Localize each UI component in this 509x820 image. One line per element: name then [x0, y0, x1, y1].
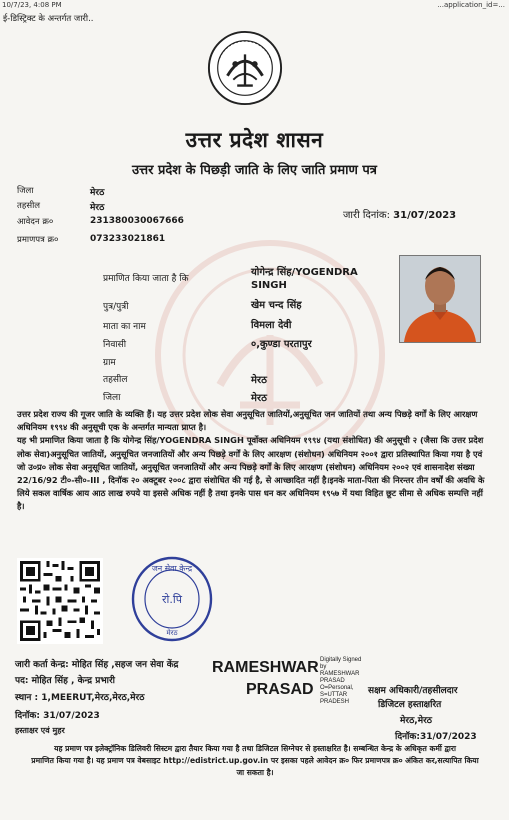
detail-district-value: मेरठ	[251, 393, 267, 404]
stamp-top-text: जन सेवा केन्द्र	[151, 564, 193, 573]
verification-note-line-1: यह प्रमाण पत्र इलेक्ट्रॉनिक डिलिवरी सिस्टम द्वारा तैयार किया गया है तथा डिजिटल सिग्नेचर से हस्ताक्षरित है। सम्बन्धित केन्द्र के अधिकृत कर्मी द्वारा	[54, 744, 456, 753]
district-value: मेरठ	[90, 188, 105, 198]
issuer-center-line: जारी कर्ता केन्द्र: मोहित सिंह ,सहज जन सेवा केंद्र	[15, 660, 179, 670]
issue-date	[343, 207, 456, 221]
certificate-body	[17, 408, 491, 514]
applicant-name-cont: SINGH	[251, 280, 287, 291]
certified-label: प्रमाणित किया जाता है कि	[103, 274, 189, 284]
certificate-number-value: 073233021861	[90, 234, 166, 244]
digital-sign-meta: Digitally Signed by RAMESHWAR PRASAD O=Personal, S=UTTAR PRADESH	[320, 657, 362, 705]
son-of-label: पुत्र/पुत्री	[103, 302, 129, 312]
application-number-label: आवेदन क्र०	[17, 217, 54, 227]
officer-date: दिनॉक:31/07/2023	[395, 732, 477, 742]
officer-title: सक्षम अधिकारी/तहसीलदार	[368, 686, 458, 696]
body-paragraph-caste: उत्तर प्रदेश राज्य की गूजर जाति के व्यक्ति हैं। यह उत्तर प्रदेश लोक सेवा अनुसूचित जातियों,अनुसूचित जन जातियों तथा अन्य पिछड़े वर्गों के लिए आरक्षण अधिनियम १९९४ की अनुसूची एक के अन्तर्गत मान्यता प्राप्त है।	[17, 409, 478, 433]
issuer-post-line: पद: मोहित सिंह , केन्द्र प्रभारी	[15, 676, 115, 686]
issued-under-note: ई-डिस्ट्रिक्ट के अन्तर्गत जारी..	[3, 14, 94, 24]
verification-note-line-3: जा सकता है।	[236, 768, 274, 777]
seal-stamp-icon	[130, 555, 214, 643]
tehsil-label: तहसील	[17, 201, 41, 211]
issuer-place-line: स्थान : 1,MEERUT,मेरठ,मेरठ,मेरठ	[15, 693, 145, 703]
timestamp-fragment: 10/7/23, 4:08 PM	[2, 1, 62, 9]
father-name: खेम चन्द सिंह	[251, 300, 302, 311]
state-emblem-icon	[206, 29, 284, 107]
district-label: जिला	[17, 186, 34, 196]
issue-date-value: 31/07/2023	[393, 210, 457, 221]
applicant-photo	[399, 255, 481, 343]
stamp-center-text: रो.पि	[162, 593, 182, 606]
verification-note	[14, 743, 496, 779]
certificate-number-label: प्रमाणपत्र क्र०	[17, 235, 59, 245]
tehsil-value: मेरठ	[90, 203, 105, 213]
mother-label: माता का नाम	[103, 322, 146, 332]
signature-seal-label: हस्ताक्षर एवं मुहर	[15, 726, 65, 735]
digital-signer-name-1: RAMESHWAR	[212, 659, 319, 676]
resident-value: ०,कुण्डा परतापुर	[251, 339, 312, 350]
mother-name: विमला देवी	[251, 320, 292, 331]
issuer-date-line: दिनॉक: 31/07/2023	[15, 711, 100, 721]
resident-label: निवासी	[103, 340, 127, 350]
officer-place: मेरठ,मेरठ	[400, 716, 433, 726]
village-label: ग्राम	[103, 358, 116, 368]
page-subtitle: उत्तर प्रदेश के पिछड़ी जाति के लिए जाति प्रमाण पत्र	[132, 163, 377, 178]
detail-district-label: जिला	[103, 393, 121, 403]
url-fragment: ...application_id=...	[437, 1, 505, 9]
officer-signature-status: डिजिटल हस्ताक्षरित	[378, 700, 442, 710]
applicant-name: योगेन्द्र सिंह/YOGENDRA	[251, 267, 358, 278]
detail-tehsil-label: तहसील	[103, 375, 128, 385]
application-number-value: 231380030067666	[90, 216, 184, 226]
stamp-bottom-text: मेरठ	[166, 629, 178, 637]
page-title: उत्तर प्रदेश शासन	[185, 128, 324, 152]
digital-signer-name-2: PRASAD	[246, 681, 314, 698]
body-paragraph-declaration: यह भी प्रमाणित किया जाता है कि योगेन्द्र सिंह/YOGENDRA SINGH पूर्वोक्त अधिनियम १९९४ (यथा संशोधित) की अनुसूची २ (जैसा कि उत्तर प्रदेश लोक सेवा)अनुसूचित जातियों, अनुसूचित जनजातियों और अन्य पिछड़े वर्गों के लिए आरक्षण (संशोधन) अधिनियम २००१ द्वारा प्रतिस्थापित किया गया है एवं जो उ०प्र० लोक सेवा अनुसूचित जातियों, अनुसूचित जनजातियों और अन्य पिछड़े वर्गों के लिए आरक्षण (संशोधन) अधिनियम २००२ एवं शासनादेश संख्या 22/16/92 टी०-सी०-III , दिनॉक २० अक्टूबर २००८ द्वारा संशोधित की गई है, से आच्छादित नहीं है।इनके माता-पिता की निरन्तर तीन वर्षों की अवधि के लिये सकल वार्षिक आय आठ लाख रुपये या इससे अधिक नहीं है तथा इनके पास धन कर अधिनियम १९५७ में यथा विहित छूट सीमा से अधिक सम्पत्ति नहीं है।	[17, 435, 485, 512]
verification-note-line-2: प्रमाणित किया गया है। यह प्रमाण पत्र वेबसाइट http://edistrict.up.gov.in पर इसका पहले आवेदन क्र० फिर प्रमाणपत्र क्र० अंकित कर,सत्यापित किया	[31, 756, 479, 765]
detail-tehsil-value: मेरठ	[251, 375, 267, 386]
applicant-portrait-icon	[400, 256, 480, 342]
qr-code-icon	[17, 558, 103, 644]
issue-date-label: जारी दिनांक:	[343, 210, 390, 221]
